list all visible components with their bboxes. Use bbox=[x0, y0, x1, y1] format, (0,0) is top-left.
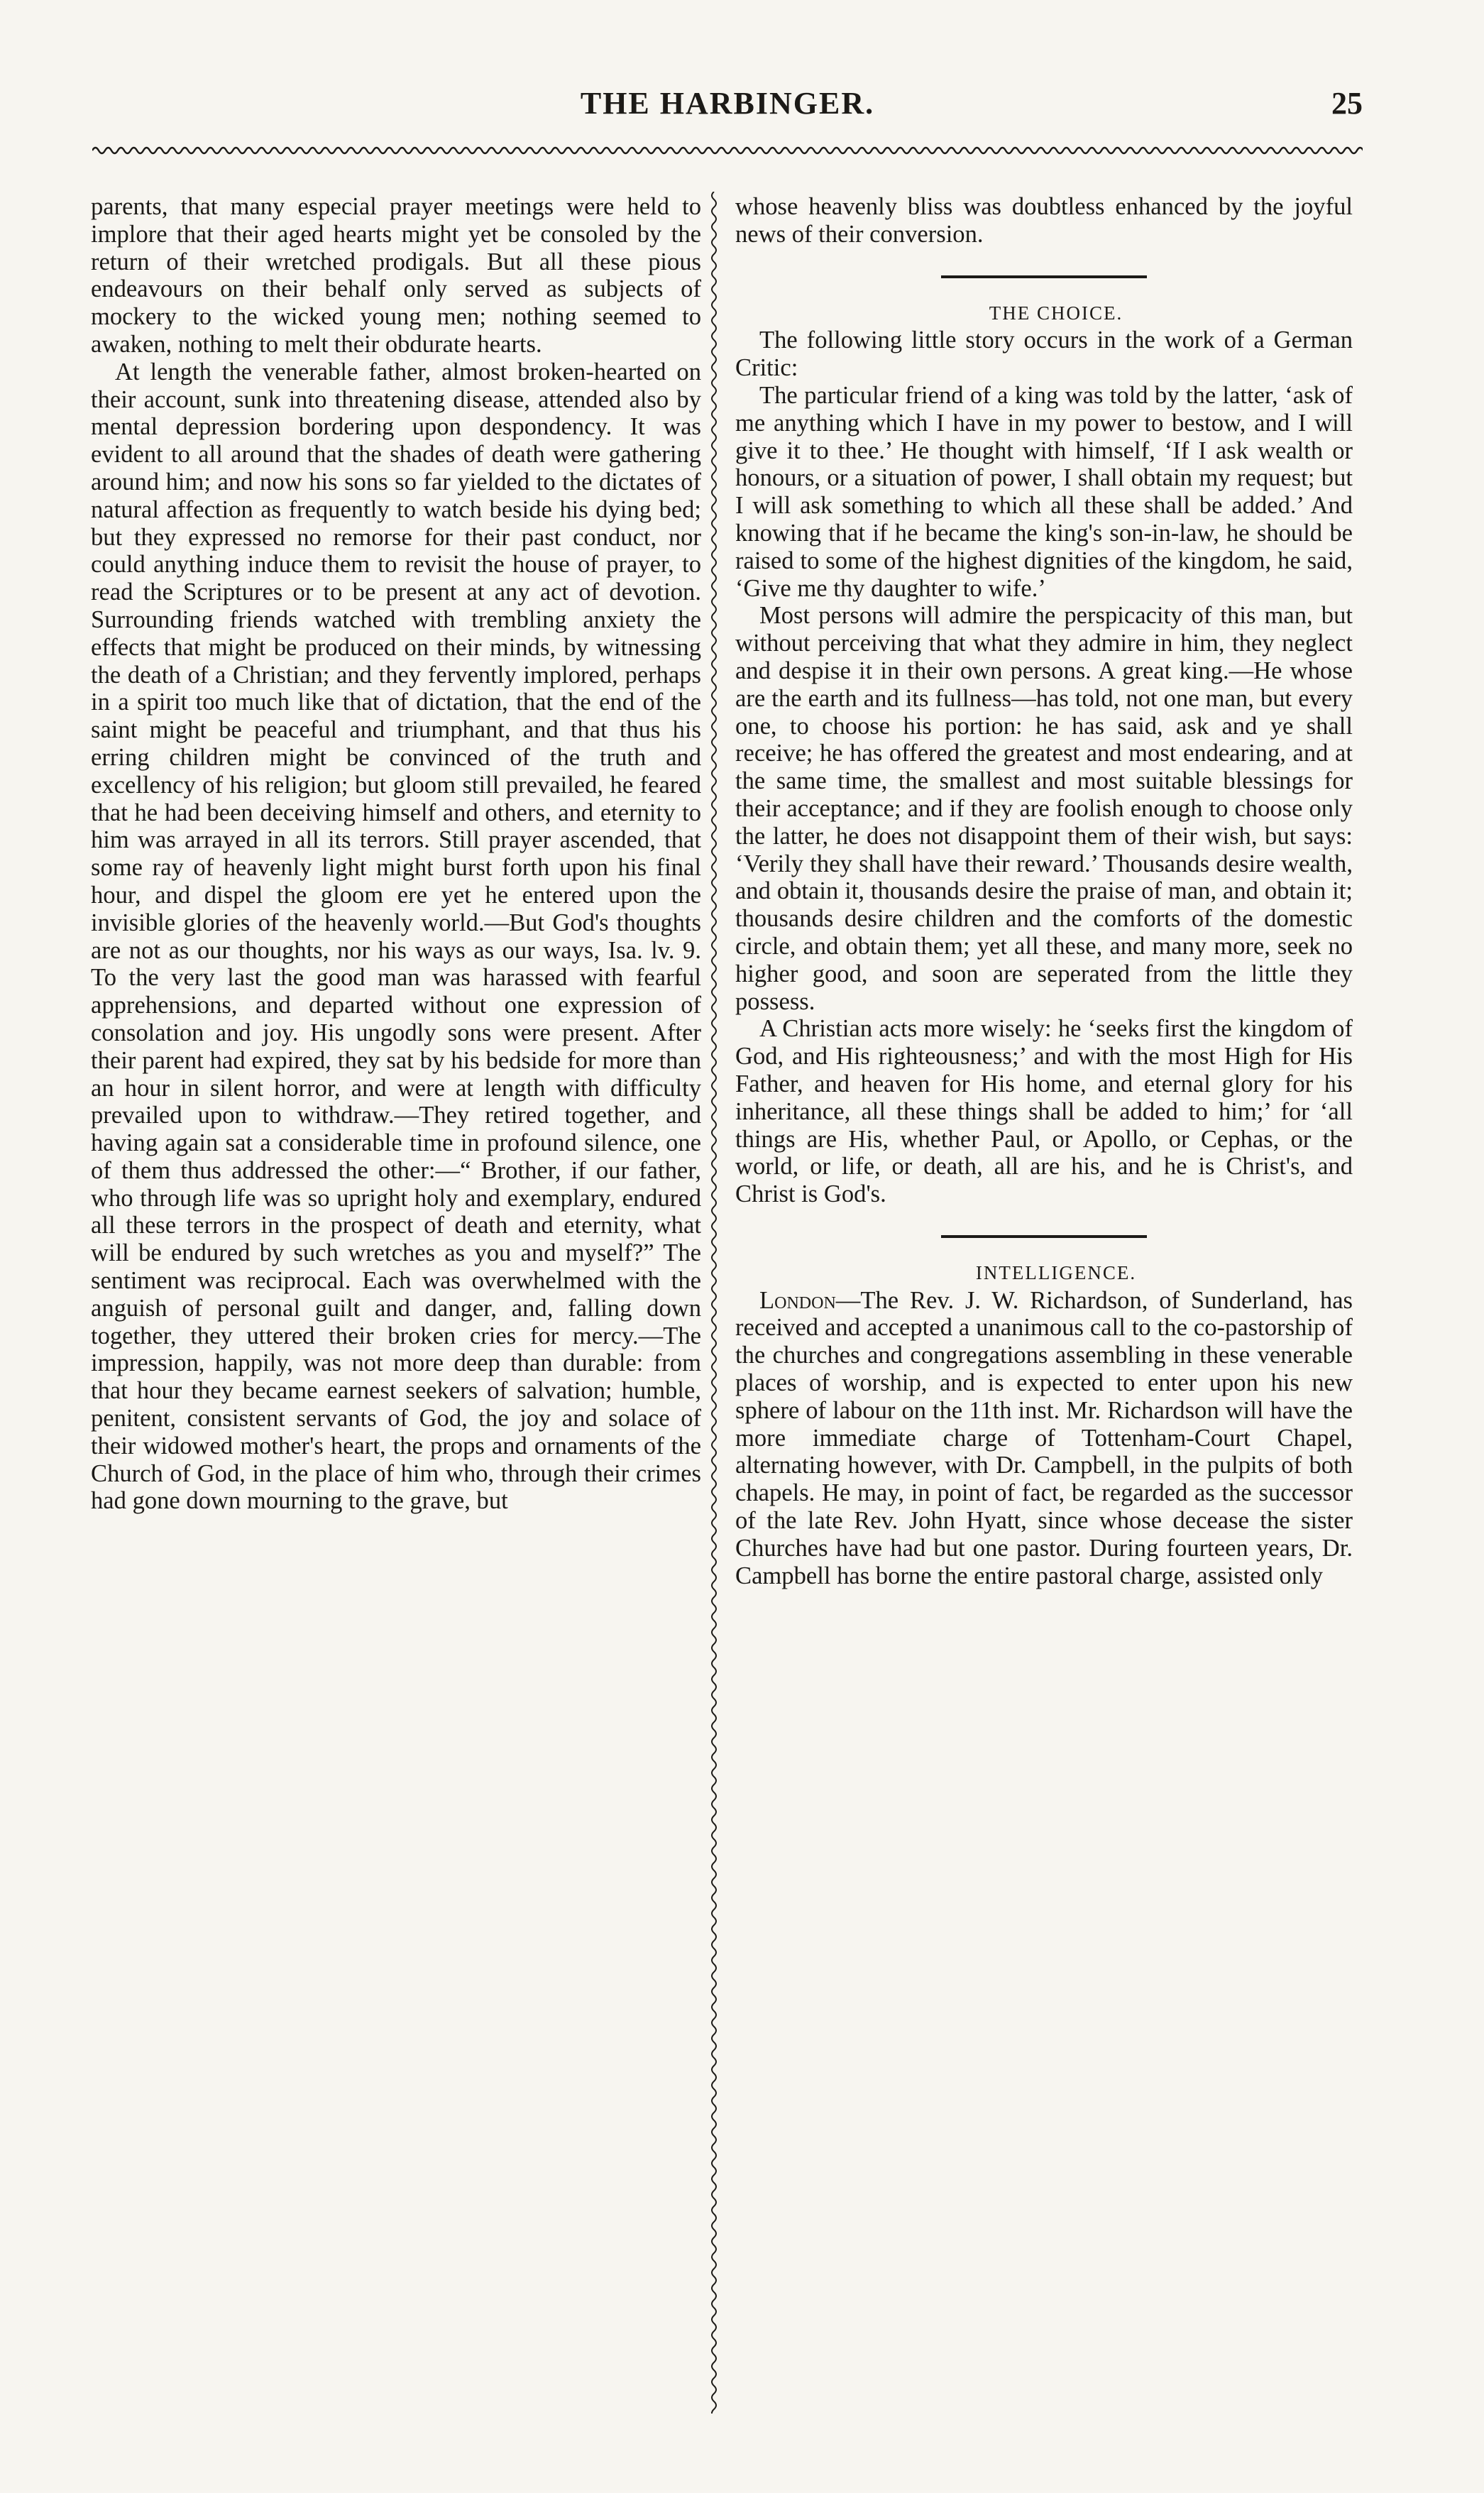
wavy-header-rule bbox=[92, 142, 1363, 159]
paragraph: A Christian acts more wisely: he ‘seeks first the kingdom of God, and His righteousness;’ and with the most High for His Father, and heaven for His home, and eternal glory for his inheritance, all these things shall be added to him;’ for ‘all things are His, whether Paul, or Apollo, or Cephas, or the world, or life, or death, all are his, and he is Christ's, and Christ is God's. bbox=[735, 1015, 1353, 1208]
section-rule bbox=[941, 275, 1147, 278]
paragraph: Most persons will admire the perspicacity of this man, but without perceiving that what they admire in him, they neglect and despise it in their own persons. A great king.—He whose are the earth and its fullness—has told, not one man, but every one, to choose his portion: he has said, ask and ye shall receive; he has offered the greatest and most endearing, and at the same time, the smallest and most suitable blessings for their acceptance; and if they are foolish enough to choose only the latter, he does not disappoint them of their wish, but says: ‘Verily they shall have their reward.’ Thousands desire wealth, and obtain it, thousands desire the praise of man, and obtain it; thousands desire children and the comforts of the domestic circle, and obtain them; yet all these, and many more, seek no higher good, and soon are seperated from the little they possess. bbox=[735, 602, 1353, 1015]
section-rule bbox=[941, 1235, 1147, 1238]
page-number: 25 bbox=[1331, 86, 1363, 121]
paragraph: At length the venerable father, almost broken-hearted on their account, sunk into threatening disease, attended also by mental depression bordering upon despondency. It was evident to all around that the shades of death were gathering around him; and now his sons so far yielded to the dictates of natural affection as frequently to watch beside his dying bed; but they expressed no remorse for their past conduct, nor could anything induce them to revisit the house of prayer, to read the Scriptures or to be present at any act of devotion. Surrounding friends watched with trembling anxiety the effects that might be produced on their minds, by witnessing the death of a Christian; and they fervently implored, perhaps in a spirit too much like that of dictation, that the end of the saint might be peaceful and triumphant, and that thus his erring children might be convinced of the truth and excellency of his religion; but gloom still prevailed, he feared that he had been deceiving himself and others, and eternity to him was arrayed in all its terrors. Still prayer ascended, that some ray of heavenly light might burst forth upon his final hour, and dispel the gloom ere yet he entered upon the invisible glories of the heavenly world.—But God's thoughts are not as our thoughts, nor his ways as our ways, Isa. lv. 9. To the very last the good man was harassed with fearful apprehensions, and departed without one expression of consolation and joy. His ungodly sons were present. After their parent had expired, they sat by his bedside for more than an hour in silent horror, and were at length with difficulty prevailed upon to withdraw.—They retired together, and having again sat a considerable time in profound silence, one of them thus addressed the other:—“ Brother, if our father, who through life was so upright holy and exemplary, endured all these terrors in the prospect of death and eternity, what will be endured by such wretches as you and myself?” The sentiment was reciprocal. Each was overwhelmed with the anguish of personal guilt and danger, and, falling down together, they uttered their broken cries for mercy.—The impression, happily, was not more deep than durable: from that hour they became earnest seekers of salvation; humble, penitent, consistent servants of God, the joy and solace of their widowed mother's heart, the props and ornaments of the Church of God, in the place of him who, through their crimes had gone down mourning to the grave, but bbox=[91, 358, 701, 1515]
right-column bbox=[735, 193, 1353, 1589]
running-header bbox=[92, 85, 1363, 135]
paragraph-intelligence bbox=[735, 1287, 1353, 1590]
section-title-intelligence: INTELLIGENCE. bbox=[975, 1261, 1137, 1283]
paragraph: parents, that many especial prayer meetings were held to implore that their aged hearts might yet be consoled by the return of their wretched prodigals. But all these pious endeavours on their behalf only served as subjects of mockery to the wicked young men; nothing seemed to awaken, nothing to melt their obdurate hearts. bbox=[91, 193, 701, 358]
column-divider bbox=[705, 192, 723, 2413]
paragraph-text: —The Rev. J. W. Richardson, of Sunderland, has received and accepted a unanimous call to the co-pastorship of the churches and congregations assembling in these venerable places of worship, and is expected to enter upon his new sphere of labour on the 11th inst. Mr. Richardson will have the more immediate charge of Tottenham-Court Chapel, alternating however, with Dr. Campbell, in the pulpits of both chapels. He may, in point of fact, be regarded as the successor of the late Rev. John Hyatt, since whose decease the sister Churches have had but one pastor. During fourteen years, Dr. Campbell has borne the entire pastoral charge, assisted only bbox=[735, 1286, 1353, 1589]
left-column bbox=[91, 193, 701, 1515]
paragraph: whose heavenly bliss was doubtless enhanced by the joyful news of their conversion. bbox=[735, 193, 1353, 248]
section-title-the-choice: THE CHOICE. bbox=[989, 302, 1123, 324]
running-title: THE HARBINGER. bbox=[580, 86, 875, 121]
dateline-london: London bbox=[759, 1286, 836, 1314]
paragraph: The particular friend of a king was told by the latter, ‘ask of me anything which I have in my power to bestow, and I will give it to thee.’ He thought with himself, ‘If I ask wealth or honours, or a situation of power, I shall obtain my request; but I will ask something to which all these shall be added.’ And knowing that if he became the king's son-in-law, he should be raised to some of the highest dignities of the kingdom, he said, ‘Give me thy daughter to wife.’ bbox=[735, 381, 1353, 602]
paragraph: The following little story occurs in the work of a German Critic: bbox=[735, 327, 1353, 382]
